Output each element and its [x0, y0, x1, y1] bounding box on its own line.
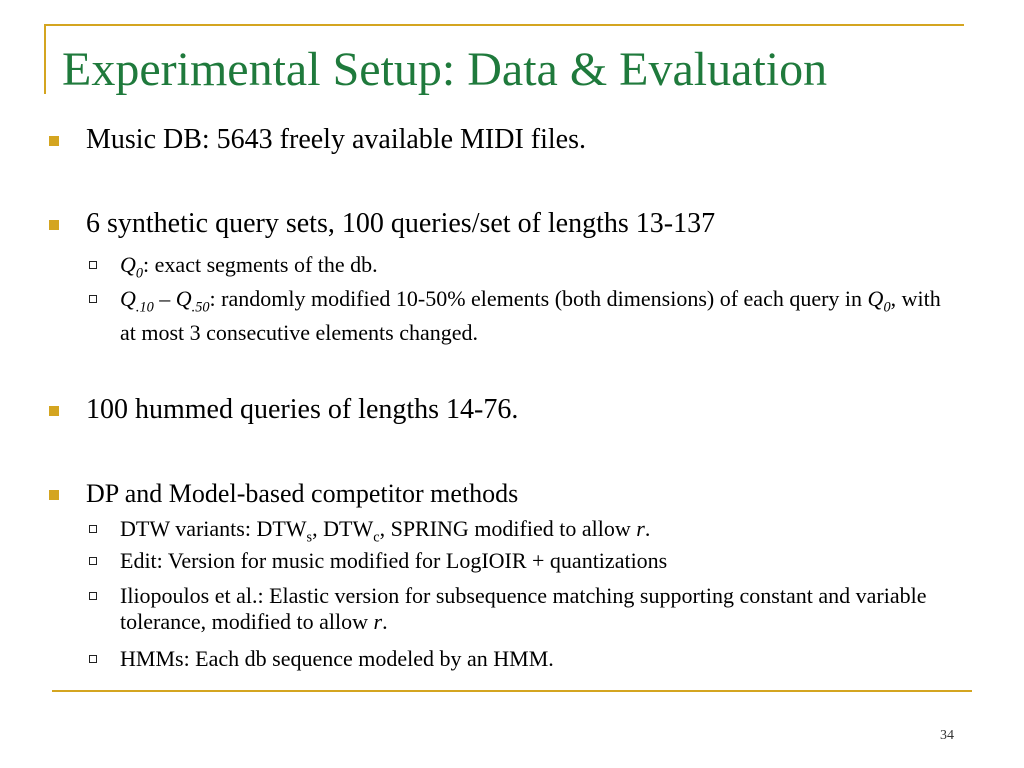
- bullet-text: 100 hummed queries of lengths 14-76.: [86, 394, 519, 425]
- range-dash: –: [153, 286, 176, 311]
- subbullet-text: : exact segments of the db.: [143, 252, 378, 277]
- subbullet-text: DTW variants: DTW: [120, 516, 307, 541]
- query-symbol: Q: [120, 252, 136, 277]
- bullet-synthetic-queries: [86, 208, 715, 240]
- query-symbol: Q: [175, 286, 192, 311]
- subbullet-text: , SPRING modified to allow: [379, 516, 637, 541]
- bullet-competitor-methods: [86, 478, 518, 510]
- subbullet-dtw-variants: [120, 516, 950, 550]
- subbullet-hmms: [120, 646, 950, 672]
- query-symbol: Q: [867, 286, 884, 311]
- subbullet-text: , with at most 3 consecutive elements changed.: [120, 286, 941, 346]
- query-subscript: 0: [135, 265, 144, 282]
- subbullet-text: , DTW: [312, 516, 374, 541]
- subbullet-edit: [120, 548, 950, 574]
- bullet-text: 6 synthetic query sets, 100 queries/set of lengths 13-137: [86, 208, 716, 239]
- subbullet-text: Iliopoulos et al.: Elastic version for subsequence matching supporting constant and variable tolerance, modified to allow: [120, 583, 927, 634]
- bullet-text: Music DB: 5643 freely available MIDI files.: [86, 124, 586, 155]
- subbullet-text: .: [644, 516, 651, 541]
- query-symbol: Q: [120, 286, 136, 311]
- query-subscript: 0: [883, 299, 891, 316]
- variable-r: r: [373, 609, 383, 634]
- bullet-text: DP and Model-based competitor methods: [86, 479, 519, 508]
- subbullet-text: .: [382, 609, 388, 634]
- bullet-music-db: [86, 124, 586, 156]
- subbullet-text: : randomly modified 10-50% elements (both dimensions) of each query in: [209, 286, 868, 311]
- subbullet-iliopoulos: [120, 583, 950, 635]
- bottom-rule: [52, 690, 972, 692]
- page-number: 34: [940, 728, 954, 743]
- subbullet-q10-q50: [120, 286, 950, 346]
- subscript-c: c: [373, 529, 380, 546]
- subbullet-text: Edit: Version for music modified for LogIOIR + quantizations: [120, 548, 668, 573]
- query-subscript: .50: [191, 299, 210, 316]
- subbullet-text: HMMs: Each db sequence modeled by an HMM.: [120, 646, 554, 671]
- subbullet-q0: [120, 252, 950, 286]
- variable-r: r: [636, 516, 645, 541]
- slide-title: Experimental Setup: Data & Evaluation: [62, 43, 828, 96]
- bullet-hummed-queries: [86, 394, 518, 426]
- subscript-s: s: [306, 529, 313, 546]
- query-subscript: .10: [135, 299, 154, 316]
